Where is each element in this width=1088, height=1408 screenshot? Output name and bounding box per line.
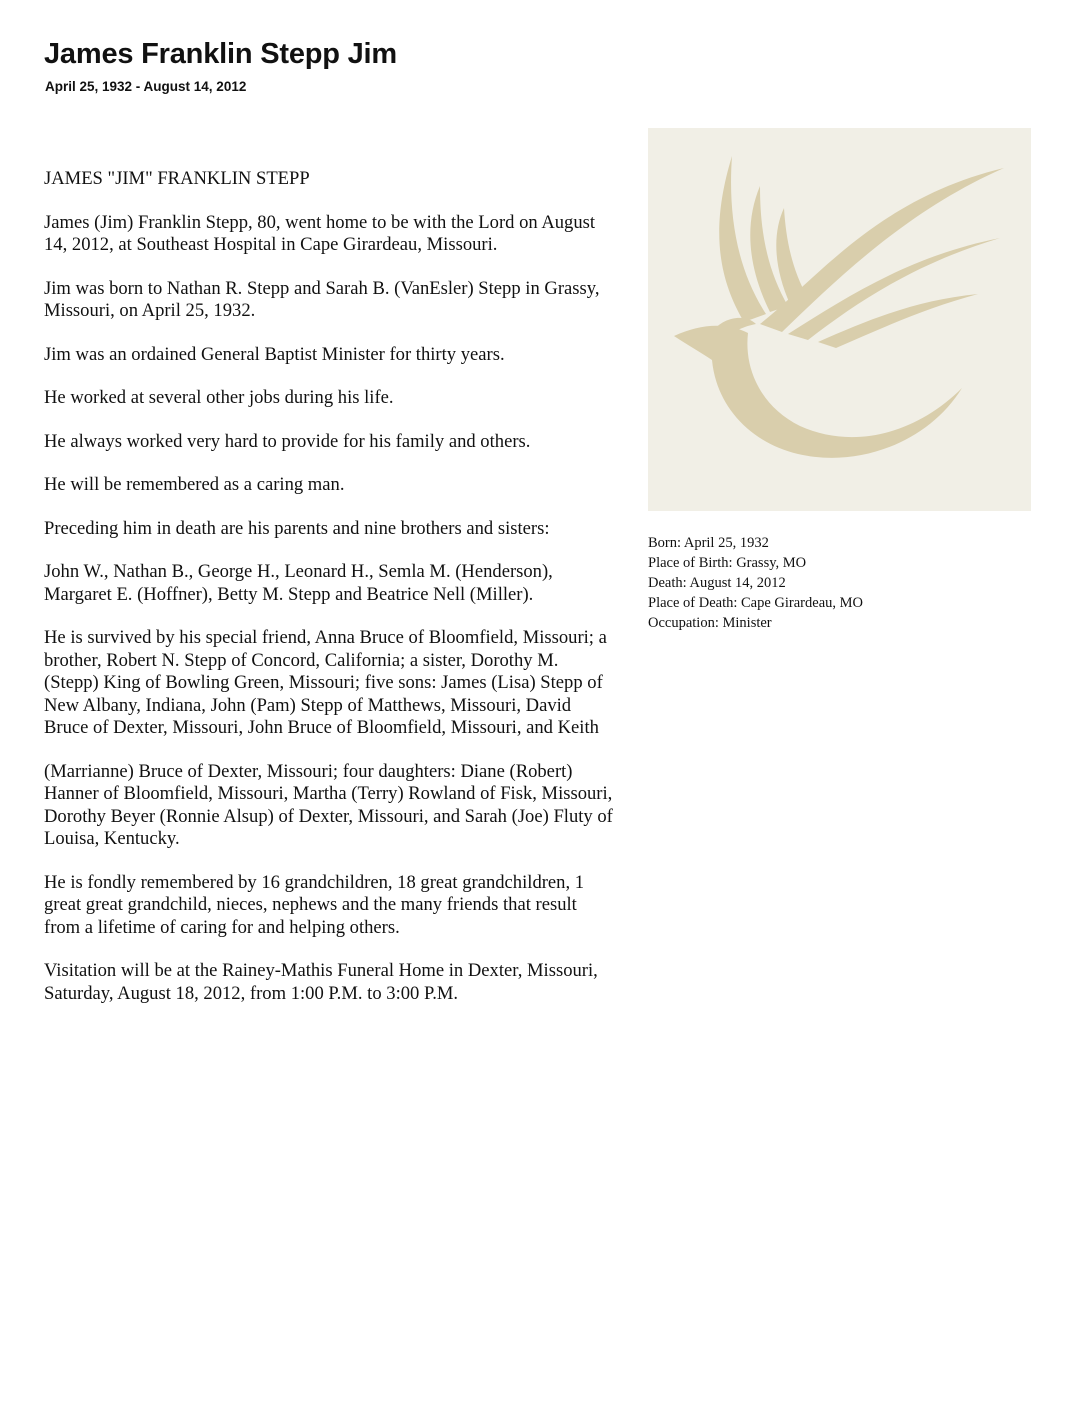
obituary-paragraph: John W., Nathan B., George H., Leonard H., Semla M. (Henderson), Margaret E. (Hoffner), Betty M. Stepp and Beatrice Nell (Miller). (44, 561, 553, 605)
obituary-paragraph: (Marrianne) Bruce of Dexter, Missouri; four daughters: Diane (Robert) Hanner of Bloomfield, Missouri, Martha (Terry) Rowland of Fisk, Missouri, Dorothy Beyer (Ronnie Alsup) of Dexter, Missouri, and Sarah (Joe) Fluty of Louisa, Kentucky. (44, 760, 613, 849)
obituary-paragraph: Preceding him in death are his parents and nine brothers and sisters: (44, 517, 550, 539)
page-title: James Franklin Stepp Jim (44, 38, 397, 70)
fact-list (648, 533, 1048, 633)
obituary-paragraph: He is survived by his special friend, Anna Bruce of Bloomfield, Missouri; a brother, Robert N. Stepp of Concord, California; a sister, Dorothy M. (Stepp) King of Bowling Green, Missouri; five sons: James (Lisa) Stepp of New Albany, Indiana, John (Pam) Stepp of Matthews, Missouri, David Bruce of Dexter, Missouri, John Bruce of Bloomfield, Missouri, and Keith (44, 627, 607, 738)
obituary-paragraph: He always worked very hard to provide for his family and others. (44, 430, 531, 452)
dove-icon (648, 128, 1031, 511)
obituary-paragraph: Jim was an ordained General Baptist Minister for thirty years. (44, 343, 505, 365)
obituary-paragraph: He will be remembered as a caring man. (44, 474, 345, 495)
obituary-paragraph: Visitation will be at the Rainey-Mathis Funeral Home in Dexter, Missouri, Saturday, August 18, 2012, from 1:00 P.M. to 3:00 P.M. (44, 960, 598, 1004)
fact-occupation: Occupation: Minister (648, 615, 772, 631)
obituary-paragraph: Jim was born to Nathan R. Stepp and Sarah B. (VanEsler) Stepp in Grassy, Missouri, on April 25, 1932. (44, 277, 600, 321)
fact-place-of-death: Place of Death: Cape Girardeau, MO (648, 595, 864, 611)
fact-death: Death: August 14, 2012 (648, 575, 786, 591)
obituary-paragraph: He is fondly remembered by 16 grandchildren, 18 great grandchildren, 1 great great grandchild, nieces, nephews and the many friends that result from a lifetime of caring for and helping others. (44, 871, 585, 938)
memorial-image (648, 128, 1031, 511)
obituary-paragraph: James (Jim) Franklin Stepp, 80, went home to be with the Lord on August 14, 2012, at Southeast Hospital in Cape Girardeau, Missouri. (44, 211, 596, 255)
obituary-heading: JAMES "JIM" FRANKLIN STEPP (44, 168, 310, 189)
life-dates: April 25, 1932 - August 14, 2012 (45, 79, 247, 94)
obituary-paragraph: He worked at several other jobs during his life. (44, 387, 394, 408)
fact-born: Born: April 25, 1932 (648, 535, 769, 551)
fact-place-of-birth: Place of Birth: Grassy, MO (648, 555, 807, 571)
obituary-text (44, 168, 614, 1026)
